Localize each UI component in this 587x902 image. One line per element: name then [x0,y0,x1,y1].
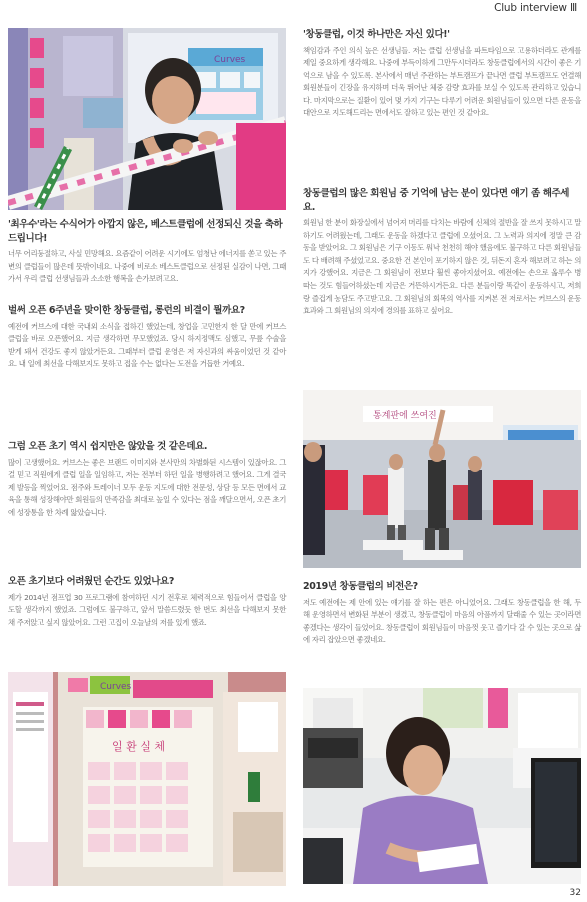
answer-early-days: 많이 고생했어요. 커브스는 좋은 브랜드 이미지와 본사만의 차별화된 시스템이 있잖아요. 그걸 믿고 직원에게 클럽 일을 일임하고, 저는 전부터 하던 일을 병행하려고 했어요. 그게 결국 제 발등을 찍었어요. 점주와 트레이너 모두 운동 지도에 대한 전문성, 상담 등 모든 면에서 교육을 통해 성장해야만 회원들의 만족감을 최대로 높일 수 있다는 점을 깨달으면서, 오픈 초기에 성장통을 한 차례 앓았습니다. [8,457,286,517]
answer-hard-times: 제가 2014년 점프업 30 프로그램에 참여하던 시기 전후로 체력적으로 힘들어서 클럽을 양도할 생각까지 했었죠. 그럼에도 불구하고, 앞서 말씀드렸듯 한 번도 최선을 다해보지 못한 채 주저앉고 싶지 않았어요. 그런 고집이 오늘날의 저를 있게 했죠. [8,592,286,627]
answer-vision-2019: 저도 예전에는 제 안에 있는 얘기를 잘 하는 편은 아니었어요. 그래도 창동클럽을 한 해, 두 해 운영하면서 변화된 부분이 생겼고, 창동클럽이 마음의 아픔까지 달래줄 수 있는 곳이라면 좋겠다는 생각이 들었어요. 창동클럽이 회원님들이 마음껏 웃고 즐기다 갈 수 있는 곳으로 삶에 자리 잡았으면 좋겠네요. [303,597,581,645]
photo-instructor [8,28,286,210]
question-longrun: 벌써 오픈 6주년을 맞이한 창동클럽, 롱런의 비결이 뭘까요? [8,305,245,316]
question-memorable-member: 창동클럽의 많은 회원님 중 기억에 남는 분이 있다면 얘기 좀 해주세요. [303,188,570,213]
qa-early-days [8,440,286,519]
photo-workout-floor [303,390,581,568]
photo-desk-work [303,688,581,884]
question-hard-times: 오픈 초기보다 어려웠던 순간도 있었나요? [8,576,174,587]
qa-longrun [8,304,286,371]
qa-confidence [303,28,581,120]
qa-best-club [8,218,286,286]
answer-best-club: 너무 어리둥절하고, 사실 민망해요. 요즘같이 어려운 시기에도 엄청난 에너지를 쏟고 있는 주변의 클럽들이 많은데 뜻밖이네요. 나중에 비로소 베스트클럽으로 선정된 실감이 나면, 그때 가서 우리 클럽 선생님들과 소소한 행복을 손가보려고요. [8,249,286,284]
question-best-club: '최우수'라는 수식어가 아깝지 않은, 베스트클럽에 선정되신 것을 축하드립니다! [8,219,283,244]
qa-memorable-member [303,187,581,318]
page-number: 32 [569,888,581,898]
curves-sign-2: Curves [100,682,132,692]
answer-longrun: 예전에 커브스에 대한 국내외 소식을 접하긴 했었는데, 창업을 고민한지 한 달 만에 커브스 클럽을 바로 오픈했어요. 지금 생각하면 무모했었죠. 당시 하지정맥도 심했고, 무릎 수술을 받게 돼서 건강도 좋지 않았거든요. 그때부터 클럽 운영은 저 자신과의 싸움이었던 것 같아요. 내 일에 최선을 다해보지도 못하고 접을 수는 없다는 도전을 거듭한 거예요. [8,321,286,369]
gym-banner: 통계판에 쓰여진 [373,411,437,421]
board-title: 일 환 실 체 [112,740,165,753]
qa-hard-times [8,575,286,629]
photo-bulletin-board [8,672,286,886]
answer-memorable-member: 회원님 한 분이 화장실에서 넘어져 머리를 다치는 바람에 신체의 절반을 잘 쓰지 못하시고 말하기도 어려웠는데, 그래도 운동을 하겠다고 클럽에 오셨어요. 그 노력과 의지에 정말 큰 감동을 받았어요. 그 회원님은 기구 이동도 워낙 천천히 해야 했음에도 불구하고 다른 회원님들도 다 배려해 주셨었고요. 중요한 건 본인이 포기하지 않은 것, 뒤돈지 혼자 해보려고 하는 의지가 강했어요. 지금은 그 회원님이 전보다 훨씬 좋아지셨어요. 예전에는 손으로 옮루수 병 따는 것도 힘들어하셨는데 지금은 거뜬하시거든요. 다른 분들이랑 똑같이 운동하시고, 저희랑 즐겁게 농담도 주고받고요. 그 회원님의 회복의 역사를 지켜본 전 저로서는 커브스의 운동효과와 그 회원님의 의지에 경의를 표하고 싶어요. [303,218,581,316]
curves-sign-1: Curves [214,55,246,65]
answer-confidence: 책임감과 주인 의식 높은 선생님들. 저는 클럽 선생님을 파트타임으로 고용하더라도 관계를 제일 중요하게 생각해요. 나중에 부득이하게 그만두시더라도 창동클럽에서의 시간이 좋은 기억으로 남을 수 있도록. 본사에서 매년 주관하는 부트캠프가 끝나면 클럽 부트캠프도 연결해 회원분들이 긴장을 유지하며 더욱 뛰어난 체중 감량 효과를 보실 수 있도록 관리하고 있습니다. 마지막으로는 질환이 있어 몇 가지 기구는 다루기 어려운 회원님들이 있으면 다른 운동을 대안으로 지도해드리는 면에서도 잘하고 있는 편인 것 같아요. [303,45,581,118]
question-early-days: 그럼 오픈 초기 역시 쉽지만은 않았을 것 같은데요. [8,441,208,452]
question-confidence: '창동클럽, 이것 하나만은 자신 있다!' [303,29,450,40]
question-vision-2019: 2019년 창동클럽의 비전은? [303,581,418,592]
qa-vision-2019 [303,580,581,647]
page-header: Club interview Ⅲ [494,2,577,14]
